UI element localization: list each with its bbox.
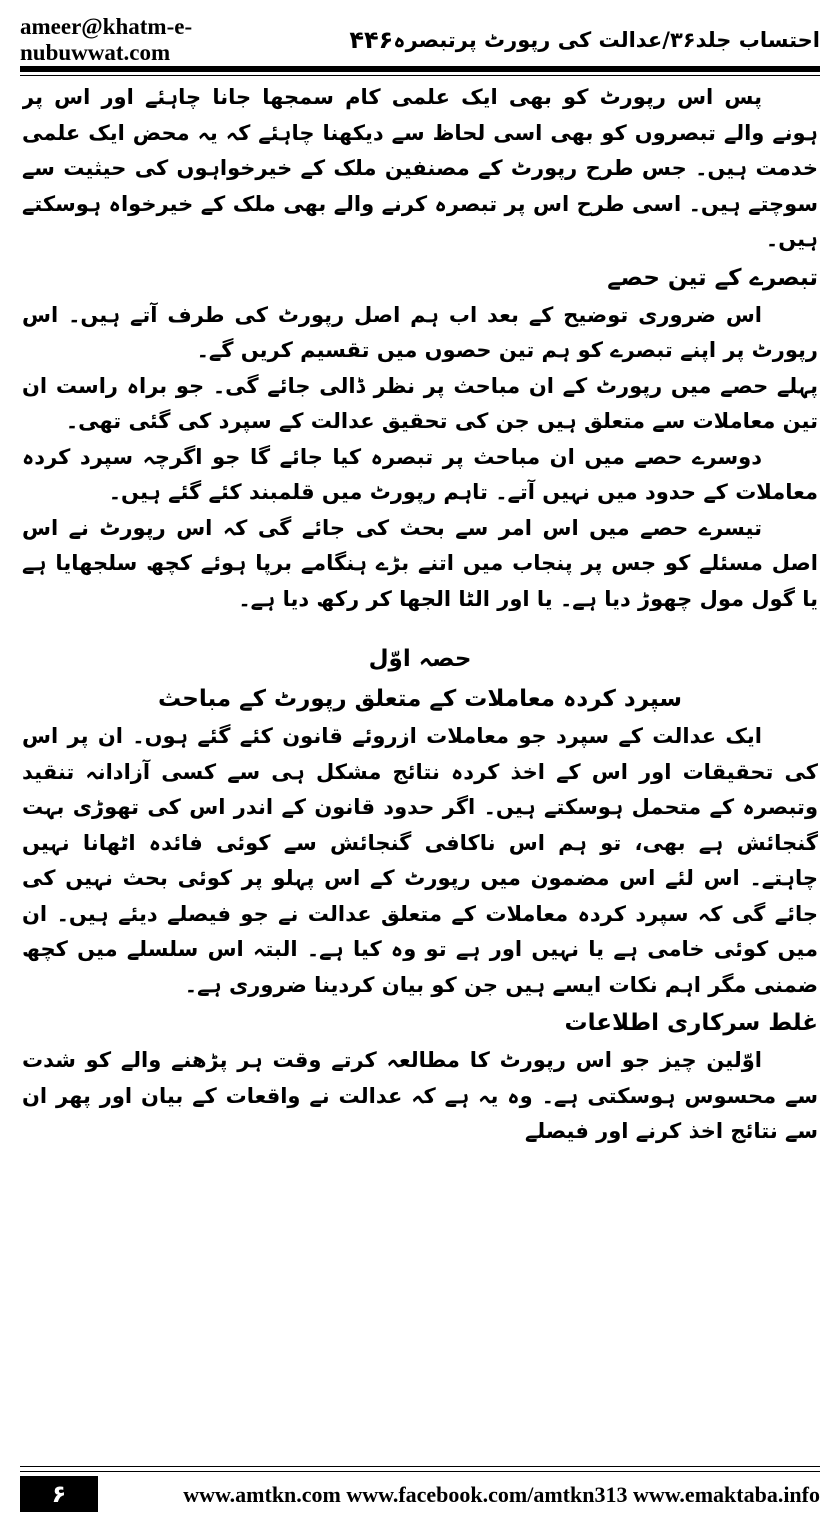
section-heading: غلط سرکاری اطلاعات <box>564 1010 818 1036</box>
section-heading: تبصرے کے تین حصے <box>607 264 818 291</box>
paragraph: اس ضروری توضیح کے بعد اب ہم اصل رپورٹ کی طرف آتے ہیں۔ اس رپورٹ پر اپنے تبصرے کو ہم تین حصوں میں تقسیم کریں گے۔ <box>22 302 818 362</box>
page-header <box>20 14 820 65</box>
header-rule-thin <box>20 75 820 76</box>
part-subtitle: سپرد کردہ معاملات کے متعلق رپورٹ کے مباحث <box>157 686 683 712</box>
footer-rule <box>20 1466 820 1467</box>
paragraph: پس اس رپورٹ کو بھی ایک علمی کام سمجھا جانا چاہئے اور اس پر ہونے والے تبصروں کو بھی اسی لحاظ سے دیکھنا چاہئے کہ یہ محض ایک علمی خدمت ہیں۔ جس طرح رپورٹ کے مصنفین ملک کے خیرخواہوں کی حیثیت سے سوچتے ہیں۔ اسی طرح اس پر تبصرہ کرنے والے بھی ملک کے خیرخواہ ہوسکتے ہیں۔ <box>22 85 818 251</box>
paragraph: اوّلین چیز جو اس رپورٹ کا مطالعہ کرتے وقت ہر پڑھنے والے کو شدت سے محسوس ہوسکتی ہے۔ وہ یہ ہے کہ عدالت نے واقعات کے بیان اور پھر ان سے نتائج اخذ کرنے اور فیصلے <box>22 1048 818 1143</box>
footer-links: www.amtkn.com www.facebook.com/amtkn313 www.emaktaba.info <box>183 1482 820 1507</box>
paragraph: ایک عدالت کے سپرد جو معاملات ازروئے قانون کئے گئے ہوں۔ ان پر اس کی تحقیقات اور اس کے اخذ کردہ نتائج مشکل ہی سے کسی آزادانہ تنقید وتبصرہ کے متحمل ہوسکتے ہیں۔ اگر حدود قانون کے اندر اس کی تھوڑی بہت گنجائش ہے بھی، تو ہم اس ناکافی گنجائش سے کوئی فائدہ اٹھانا نہیں چاہتے۔ اس لئے اس مضمون میں رپورٹ کے اس پہلو پر کوئی بحث نہیں کی جائے گی کہ سپرد کردہ معاملات کے متعلق عدالت نے جو فیصلے دیئے ہیں۔ ان میں کوئی خامی ہے یا نہیں اور ہے تو وہ کیا ہے۔ البتہ اس سلسلے میں کچھ ضمنی مگر اہم نکات ایسے ہیں جن کو بیان کردینا ضروری ہے۔ <box>22 724 818 997</box>
header-left <box>20 14 393 66</box>
footer-page-number: ۶ <box>20 1476 98 1512</box>
header-book-title: احتساب جلد۳۶/عدالت کی رپورٹ پرتبصرہ <box>393 28 820 52</box>
header-email: ameer@khatm-e-nubuwwat.com <box>20 14 193 65</box>
paragraph: تیسرے حصے میں اس امر سے بحث کی جائے گی کہ اس رپورٹ نے اس اصل مسئلے کو جس پر پنجاب میں اتنے بڑے ہنگامے برپا ہوئے کچھ سلجھایا ہے یا گول مول چھوڑ دیا ہے۔ یا اور الٹا الجھا کر رکھ دیا ہے۔ <box>22 515 818 611</box>
page-footer <box>20 1466 820 1512</box>
part-title: حصہ اوّل <box>368 646 472 672</box>
paragraph: پہلے حصے میں رپورٹ کے ان مباحث پر نظر ڈالی جائے گی۔ جو براہ راست ان تین معاملات سے متعلق ہیں جن کی تحقیق عدالت کے سپرد کی گئی تھی۔ <box>22 373 818 433</box>
header-page-number: ۴۴۶ <box>349 26 394 54</box>
header-rule-thick <box>20 66 820 72</box>
footer-rule <box>20 1471 820 1472</box>
paragraph: دوسرے حصے میں ان مباحث پر تبصرہ کیا جائے گا جو اگرچہ سپرد کردہ معاملات کے حدود میں نہیں آتے۔ تاہم رپورٹ میں قلمبند کئے گئے ہیں۔ <box>22 444 818 504</box>
page-body <box>22 80 818 1430</box>
